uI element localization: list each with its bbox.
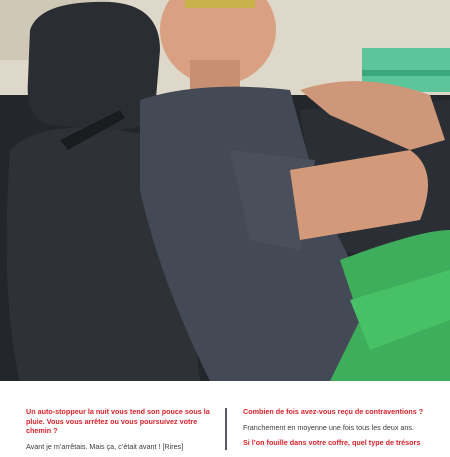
answer-hitchhiker: Avant je m’arrêtais. Mais ça, c’était avant ! [Rires]	[26, 441, 184, 451]
question-fines: Combien de fois avez-vous reçu de contraventions ?	[243, 407, 424, 416]
answer-fines: Franchement en moyenne une fois tous les deux ans.	[243, 422, 415, 432]
column-divider	[225, 408, 227, 450]
question-trunk: Si l’on fouille dans votre coffre, quel type de trésors	[243, 438, 421, 448]
question-hitchhiker: Un auto-stoppeur la nuit vous tend son pouce sous la pluie. Vous vous arrêtez ou vous poursuivez votre chemin ?	[26, 407, 210, 436]
interview-right-column	[243, 407, 433, 454]
